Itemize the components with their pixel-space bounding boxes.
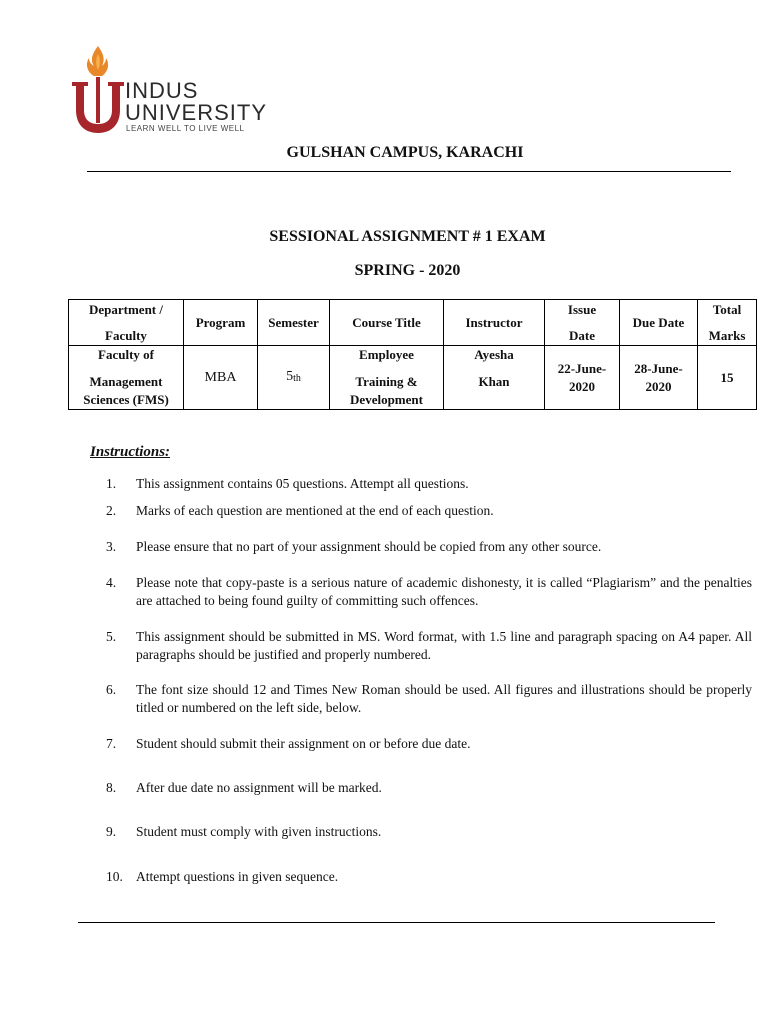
torch-emblem-icon [70, 44, 126, 136]
header-issue-line2: Date [569, 327, 595, 343]
cell-course-title [330, 346, 444, 410]
list-item [106, 475, 752, 493]
logo-wordmark-line1: INDUS [125, 78, 199, 103]
list-item-number: 8. [106, 780, 117, 795]
cell-department-line3: Sciences (FMS) [83, 392, 169, 407]
list-item [106, 538, 752, 556]
cell-total-marks: 15 [698, 346, 757, 410]
list-item-number: 9. [106, 824, 117, 839]
course-info-table [68, 299, 757, 410]
list-item-text: This assignment should be submitted in MS. Word format, with 1.5 line and paragraph spacing on A4 paper. All paragraphs should be justified and properly numbered. [136, 629, 752, 662]
list-item [106, 779, 752, 797]
list-item [106, 628, 752, 664]
cell-issue-line1: 22-June- [557, 360, 607, 376]
cell-semester [258, 346, 330, 410]
list-item-number: 2. [106, 503, 117, 518]
list-item-number: 3. [106, 539, 117, 554]
cell-issue-date [545, 346, 620, 410]
list-item [106, 574, 752, 610]
cell-due-date [620, 346, 698, 410]
list-item-number: 5. [106, 629, 117, 644]
cell-semester-number: 5 [286, 369, 294, 384]
university-logo [70, 44, 310, 136]
list-item [106, 502, 752, 520]
list-item-text: Attempt questions in given sequence. [136, 869, 339, 884]
list-item-text: Please note that copy-paste is a serious nature of academic dishonesty, it is called “Plagiarism” and the penalties are attached to being found guilty of committing such offences. [136, 575, 752, 608]
cell-program: MBA [184, 346, 258, 410]
header-department [69, 300, 184, 346]
table-header-row [69, 300, 757, 346]
list-item [106, 823, 752, 841]
list-item [106, 681, 752, 717]
list-item-number: 10. [106, 869, 123, 884]
list-item-text: Student should submit their assignment on or before due date. [136, 736, 471, 751]
cell-course-line2: Training & [355, 374, 418, 389]
cell-instructor-line2: Khan [478, 374, 510, 389]
cell-department-line1: Faculty of [98, 347, 154, 362]
exam-title: SESSIONAL ASSIGNMENT # 1 EXAM [269, 228, 546, 245]
header-semester: Semester [258, 300, 330, 346]
header-due-date: Due Date [620, 300, 698, 346]
list-item-number: 7. [106, 736, 117, 751]
list-item-text: Student must comply with given instructions. [136, 824, 382, 839]
header-department-line1: Department / [88, 301, 163, 317]
cell-semester-suffix: th [293, 373, 301, 384]
list-item [106, 868, 752, 886]
header-issue-line1: Issue [567, 301, 597, 317]
campus-heading: GULSHAN CAMPUS, KARACHI [286, 144, 524, 161]
list-item-text: After due date no assignment will be marked. [136, 780, 382, 795]
footer-divider [78, 922, 715, 923]
cell-due-line1: 28-June- [634, 360, 683, 376]
list-item-number: 1. [106, 476, 117, 491]
list-item-text: This assignment contains 05 questions. Attempt all questions. [136, 476, 469, 491]
cell-course-line1: Employee [359, 347, 414, 362]
cell-issue-line2: 2020 [569, 378, 595, 394]
header-divider [87, 171, 731, 172]
list-item-number: 4. [106, 575, 117, 590]
instructions-heading: Instructions: [90, 444, 171, 460]
cell-instructor [444, 346, 545, 410]
header-instructor: Instructor [444, 300, 545, 346]
cell-department [69, 346, 184, 410]
logo-tagline: LEARN WELL TO LIVE WELL [126, 124, 245, 133]
cell-due-line2: 2020 [645, 378, 672, 394]
header-department-line2: Faculty [105, 327, 147, 343]
header-total-line2: Marks [708, 327, 746, 343]
list-item-text: Please ensure that no part of your assignment should be copied from any other source. [136, 539, 602, 554]
table-row [69, 346, 757, 410]
header-issue-date [545, 300, 620, 346]
cell-department-line2: Management [89, 374, 163, 389]
list-item-number: 6. [106, 682, 117, 697]
header-course-title: Course Title [330, 300, 444, 346]
header-total-line1: Total [712, 301, 742, 317]
list-item [106, 735, 752, 753]
list-item-text: Marks of each question are mentioned at the end of each question. [136, 503, 494, 518]
header-program: Program [184, 300, 258, 346]
logo-wordmark-line2: UNIVERSITY [125, 100, 268, 125]
exam-term: SPRING - 2020 [354, 262, 461, 279]
cell-course-line3: Development [350, 392, 423, 407]
cell-instructor-line1: Ayesha [474, 347, 514, 362]
list-item-text: The font size should 12 and Times New Roman should be used. All figures and illustrations should be properly titled or numbered on the left side, below. [136, 682, 752, 715]
header-total-marks [698, 300, 757, 346]
